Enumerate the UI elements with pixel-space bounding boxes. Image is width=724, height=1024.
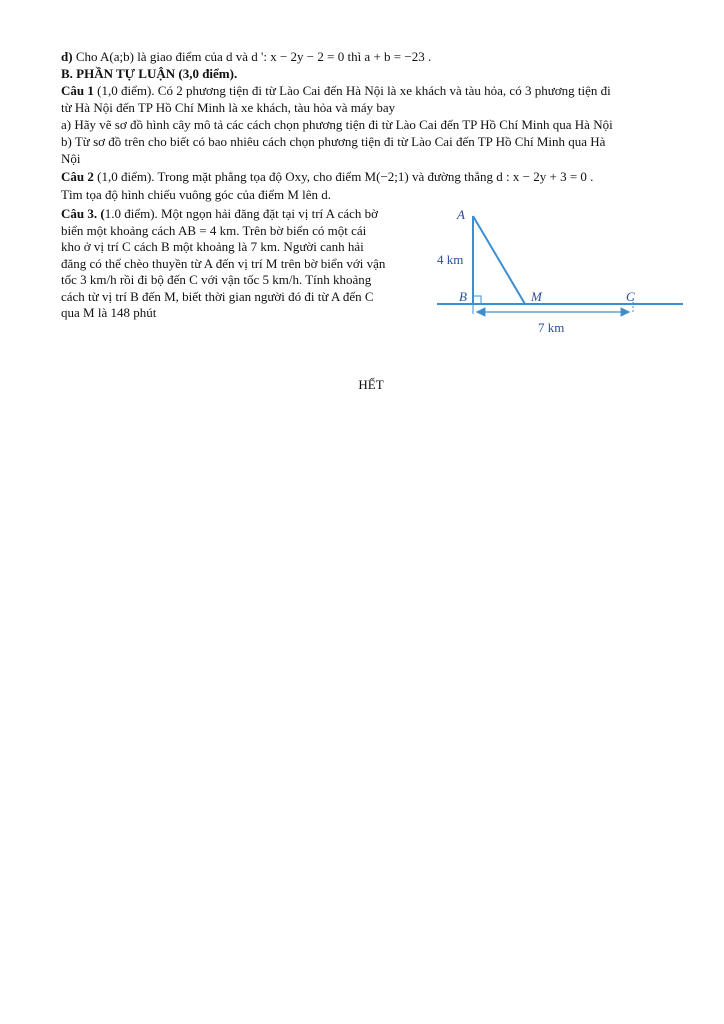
- answer-d-text: Cho A(a;b) là giao điểm của d và d ': x − 2y − 2 = 0 thì a + b = −23 .: [72, 49, 432, 64]
- question-1-part-b-line-2: Nội: [61, 151, 81, 166]
- label-c: C: [626, 289, 635, 304]
- question-1-part-b-line-1: b) Từ sơ đồ trên cho biết có bao nhiêu cách chọn phương tiện đi từ Lào Cai đến TP Hồ Chí Minh qua Hà: [61, 134, 606, 149]
- question-1-part-a: a) Hãy vẽ sơ đồ hình cây mô tả các cách chọn phương tiện đi từ Lào Cai đến TP Hồ Chí Minh qua Hà Nội: [61, 117, 613, 132]
- question-2-text: (1,0 điểm). Trong mặt phẳng tọa độ Oxy, cho điểm M(−2;1) và đường thẳng d : x − 2y + 3 = 0 .: [93, 169, 594, 184]
- question-1-text: (1,0 điểm). Có 2 phương tiện đi từ Lào Cai đến Hà Nội là xe khách và tàu hỏa, có 3 phương tiện đi: [93, 83, 611, 98]
- end-marker: HẾT: [358, 377, 384, 392]
- answer-d-line: [61, 49, 431, 66]
- label-m: M: [531, 289, 542, 304]
- question-3-line-4: đăng có thể chèo thuyền từ A đến vị trí M trên bờ biển với vận: [61, 255, 386, 271]
- lighthouse-figure: [435, 202, 685, 342]
- question-3-block: [61, 206, 681, 336]
- right-angle-mark: [473, 296, 481, 304]
- question-3-line-1: [61, 206, 431, 223]
- label-a: A: [457, 207, 465, 222]
- label-b: B: [459, 289, 467, 304]
- question-3-heading: Câu 3. (: [61, 206, 105, 221]
- question-2-heading: Câu 2: [61, 169, 94, 184]
- question-2-line-1: [61, 169, 593, 186]
- question-3-line-3: kho ở vị trí C cách B một khoảng là 7 km. Người canh hải: [61, 239, 364, 254]
- question-3-line-7: qua M là 148 phút: [61, 305, 157, 320]
- label-bc-length: 7 km: [538, 320, 565, 335]
- answer-d-label: d): [61, 49, 73, 64]
- label-ab-length: 4 km: [437, 252, 464, 267]
- question-1-heading: Câu 1: [61, 83, 94, 98]
- question-3-line-5: tốc 3 km/h rồi đi bộ đến C với vận tốc 5 km/h. Tính khoảng: [61, 272, 372, 287]
- question-3-line-6: cách từ vị trí B đến M, biết thời gian người đó đi từ A đến C: [61, 288, 374, 304]
- question-1-line-2: từ Hà Nội đến TP Hồ Chí Minh là xe khách, tàu hỏa và máy bay: [61, 100, 396, 115]
- question-3-text: [61, 206, 431, 322]
- question-1-line-1: [61, 83, 611, 100]
- segment-am: [473, 216, 525, 304]
- question-3-line-text: 1.0 điểm). Một ngọn hải đăng đặt tại vị trí A cách bờ: [104, 206, 379, 221]
- section-b-heading: B. PHẦN TỰ LUẬN (3,0 điểm).: [61, 66, 238, 81]
- question-2-line-2: Tìm tọa độ hình chiếu vuông góc của điểm M lên d.: [61, 187, 332, 202]
- question-3-line-2: biển một khoảng cách AB = 4 km. Trên bờ biển có một cái: [61, 222, 367, 238]
